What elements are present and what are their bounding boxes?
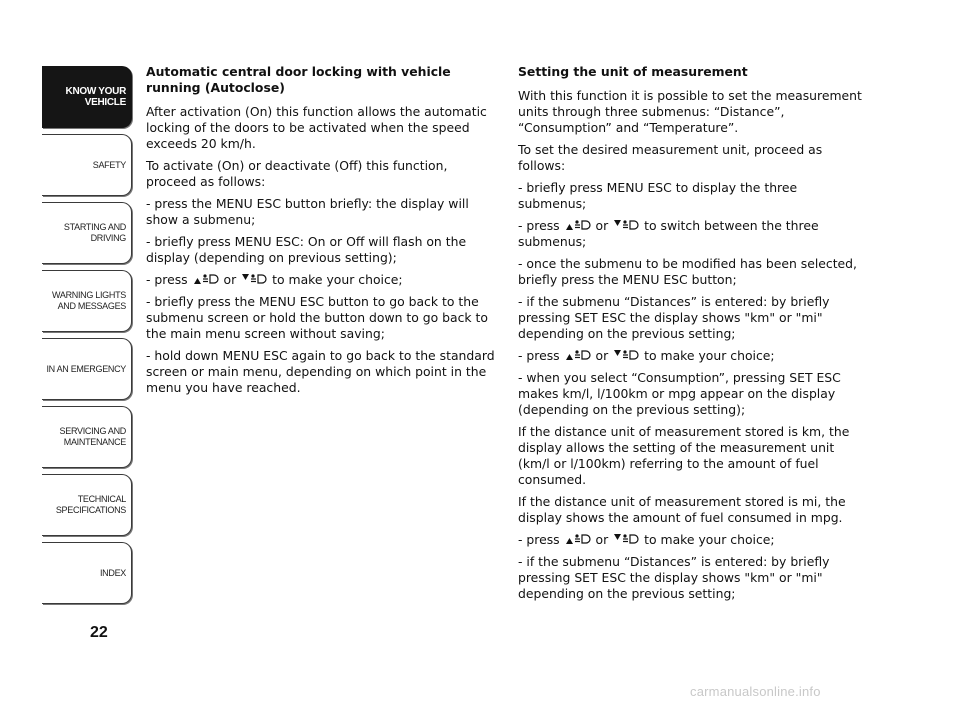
paragraph: With this function it is possible to set the measurement units through three submenus: “Distance”, “Consumption” and “Temperature”.	[518, 88, 862, 135]
page-number: 22	[90, 624, 108, 641]
paragraph: - briefly press MENU ESC to display the three submenus;	[518, 180, 798, 211]
tab-know-your-vehicle[interactable]	[42, 66, 132, 128]
tab-label: KNOW YOUR VEHICLE	[65, 86, 126, 108]
tab-servicing[interactable]	[42, 406, 132, 468]
tab-technical-specifications[interactable]	[42, 474, 132, 536]
tab-label: WARNING LIGHTS AND MESSAGES	[52, 290, 126, 311]
text: or	[223, 272, 237, 287]
paragraph: After activation (On) this function allows the automatic locking of the doors to be activated when the speed exceeds 20 km/h.	[146, 104, 487, 151]
tab-warning-lights[interactable]	[42, 270, 132, 332]
tab-label: STARTING AND DRIVING	[63, 222, 126, 243]
section-heading-units: Setting the unit of measurement	[518, 64, 748, 79]
paragraph-press-switch	[518, 218, 868, 250]
section-heading-autoclose: Automatic central door locking with vehicle running (Autoclose)	[146, 64, 451, 95]
tab-starting-and-driving[interactable]	[42, 202, 132, 264]
down-arrow-button-icon	[613, 349, 639, 361]
watermark: carmanualsonline.info	[690, 684, 821, 699]
up-arrow-button-icon	[193, 273, 219, 285]
paragraph-press-choice	[518, 348, 868, 364]
text: to make your choice;	[644, 348, 775, 363]
paragraph: To set the desired measurement unit, proceed as follows:	[518, 142, 823, 173]
paragraph: - press the MENU ESC button briefly: the display will show a submenu;	[146, 196, 469, 227]
paragraph: - briefly press the MENU ESC button to go back to the submenu screen or hold the button down to go back to the main menu screen without saving;	[146, 294, 488, 341]
paragraph: - once the submenu to be modified has been selected, briefly press the MENU ESC button;	[518, 256, 857, 287]
paragraph-press-choice	[146, 272, 496, 288]
down-arrow-button-icon	[613, 219, 639, 231]
paragraph: - when you select “Consumption”, pressing SET ESC makes km/l, l/100km or mpg appear on the display (depending on the previous setting);	[518, 370, 841, 417]
chapter-tabs	[42, 66, 132, 610]
tab-safety[interactable]	[42, 134, 132, 196]
up-arrow-button-icon	[565, 219, 591, 231]
left-column	[146, 64, 496, 402]
tab-label: SERVICING AND MAINTENANCE	[59, 426, 126, 447]
paragraph: If the distance unit of measurement stored is km, the display allows the setting of the measurement unit (km/l or l/100km) referring to the amount of fuel consumed.	[518, 424, 850, 487]
paragraph: - if the submenu “Distances” is entered: by briefly pressing SET ESC the display shows "km" or "mi" depending on the previous setting;	[518, 294, 830, 341]
down-arrow-button-icon	[241, 273, 267, 285]
text: to switch between the three submenus;	[518, 218, 819, 249]
text: to make your choice;	[272, 272, 403, 287]
tab-in-an-emergency[interactable]	[42, 338, 132, 400]
paragraph-press-choice	[518, 532, 868, 548]
paragraph: If the distance unit of measurement stored is mi, the display shows the amount of fuel consumed in mpg.	[518, 494, 846, 525]
paragraph: - briefly press MENU ESC: On or Off will flash on the display (depending on previous setting);	[146, 234, 467, 265]
text: - press	[518, 348, 560, 363]
paragraph: - if the submenu “Distances” is entered: by briefly pressing SET ESC the display shows "km" or "mi" depending on the previous setting;	[518, 554, 830, 601]
text: - press	[518, 218, 560, 233]
tab-label: SAFETY	[92, 159, 126, 170]
text: or	[595, 348, 609, 363]
text: - press	[146, 272, 188, 287]
up-arrow-button-icon	[565, 533, 591, 545]
paragraph: To activate (On) or deactivate (Off) this function, proceed as follows:	[146, 158, 448, 189]
tab-index[interactable]	[42, 542, 132, 604]
text: to make your choice;	[644, 532, 775, 547]
paragraph: - hold down MENU ESC again to go back to the standard screen or main menu, depending on which point in the menu you have reached.	[146, 348, 495, 395]
tab-label: INDEX	[99, 567, 126, 578]
text: - press	[518, 532, 560, 547]
text: or	[595, 532, 609, 547]
tab-label: IN AN EMERGENCY	[46, 363, 126, 374]
down-arrow-button-icon	[613, 533, 639, 545]
text: or	[595, 218, 609, 233]
tab-label: TECHNICAL SPECIFICATIONS	[55, 494, 126, 515]
right-column	[518, 64, 868, 608]
up-arrow-button-icon	[565, 349, 591, 361]
